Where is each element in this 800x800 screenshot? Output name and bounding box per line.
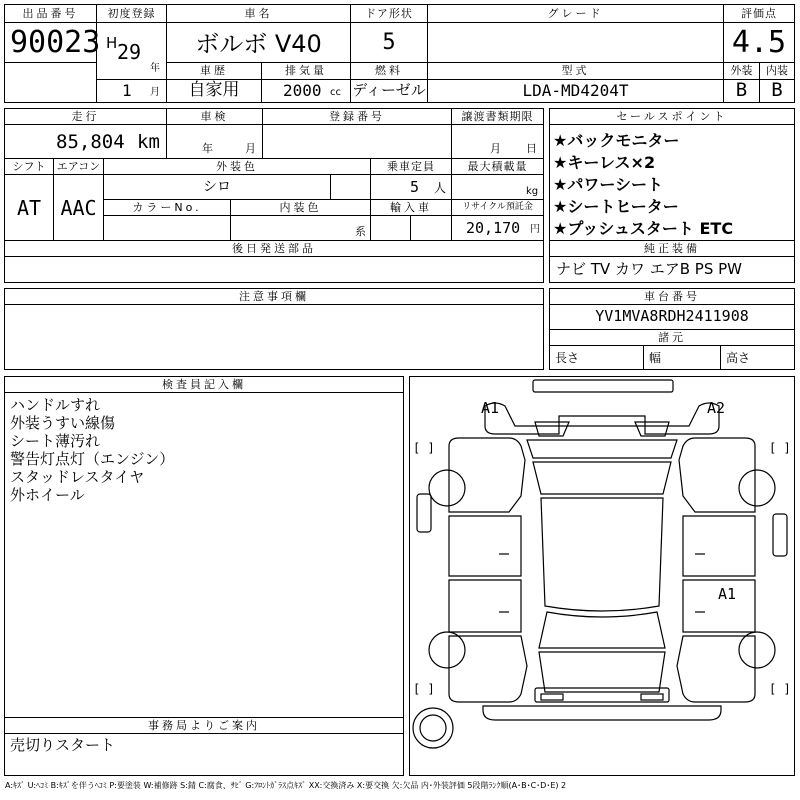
recycle: 20,170 xyxy=(466,219,521,237)
ac-label: エアコン xyxy=(56,160,101,173)
dims-length-label: 長さ xyxy=(555,351,580,365)
int-color-label: 内装色 xyxy=(279,201,322,214)
lot-label: 出品番号 xyxy=(22,7,79,20)
ac: AAC xyxy=(60,196,97,220)
recycle-label: リサイクル預託金 xyxy=(462,202,533,212)
recycle-unit: 円 xyxy=(530,224,540,235)
bracket-rear-left: [ ] xyxy=(413,682,435,696)
notes-cell xyxy=(4,304,544,370)
dims-height-label: 高さ xyxy=(726,351,751,365)
score-label: 評価点 xyxy=(741,7,777,20)
chassis-number: YV1MVA8RDH2411908 xyxy=(595,307,749,325)
sales-title: セールスポイント xyxy=(616,110,728,123)
color-no-label: カラーNo. xyxy=(132,201,202,214)
interior-grade: B xyxy=(771,79,783,101)
car-diagram-svg xyxy=(409,376,795,776)
exterior-grade: B xyxy=(735,79,748,101)
reg-year-unit: 年 xyxy=(150,63,160,74)
capacity-label: 乗車定員 xyxy=(387,160,435,173)
notes-title: 注意事項欄 xyxy=(239,290,309,303)
import-cell-right xyxy=(410,215,452,241)
model: LDA-MD4204T xyxy=(522,81,629,100)
inspector-line: ハンドルすれ xyxy=(10,396,101,414)
ext-color-label: 外装色 xyxy=(216,160,258,173)
sales-item: ★バックモニター xyxy=(553,131,680,150)
grade-cell xyxy=(427,22,724,63)
mileage-label: 走行 xyxy=(71,110,100,123)
capacity-unit: 人 xyxy=(434,181,447,195)
int-color-cell xyxy=(230,215,371,241)
inspector-line: シート薄汚れ xyxy=(10,432,101,450)
damage-mark-a1-side: A1 xyxy=(718,585,737,603)
shift-label: シフト xyxy=(12,160,46,173)
color-no-cell xyxy=(103,215,231,241)
sales-item: ★パワーシート xyxy=(553,175,664,194)
shipping-title: 後日発送部品 xyxy=(232,242,316,255)
damage-mark-a2-front: A2 xyxy=(707,399,726,417)
reg-no-cell xyxy=(262,124,452,159)
model-label: 型式 xyxy=(561,64,590,77)
displacement: 2000 xyxy=(283,81,322,100)
shift: AT xyxy=(16,196,42,220)
sales-item: ★シートヒーター xyxy=(553,197,679,216)
car-name: ボルボ V40 xyxy=(195,30,322,58)
inspection-month-unit: 月 xyxy=(245,142,256,155)
legend: A:ｷｽﾞ U:ﾍｺﾐ B:ｷｽﾞを伴うﾍｺﾐ P:要塗装 W:補修跡 S:錆 C:腐食、ｻﾋﾞ G:ﾌﾛﾝﾄｶﾞﾗｽ点ｷｽﾞ XX:交換済み X:要交換 欠:欠品 内･外装評価 5段階ﾗﾝｸ順(A･B･C･D･E) 2 xyxy=(5,781,567,790)
car-name-label: 車名 xyxy=(244,7,273,20)
transfer-month-unit: 月 xyxy=(490,142,501,155)
transfer-label: 譲渡書類期限 xyxy=(461,110,534,123)
office-title: 事務局よりご案内 xyxy=(148,719,260,732)
lot-number: 90023 xyxy=(10,25,101,60)
genuine-title: 純正装備 xyxy=(644,242,700,255)
reg-year: 29 xyxy=(117,40,142,64)
grade-label: グレード xyxy=(547,7,604,20)
chassis-title: 車台番号 xyxy=(644,290,700,303)
exterior-label: 外装 xyxy=(730,64,753,77)
load-label: 最大積載量 xyxy=(467,160,528,173)
inspector-title: 検査員記入欄 xyxy=(162,378,246,391)
reg-no-label: 登録番号 xyxy=(329,110,385,123)
dims-width-label: 幅 xyxy=(649,351,662,365)
int-color-unit: 系 xyxy=(355,225,366,238)
era: H xyxy=(106,34,118,52)
inspector-notes xyxy=(10,396,174,504)
shipping-cell xyxy=(4,256,544,283)
capacity: 5 xyxy=(410,178,420,196)
displacement-unit: cc xyxy=(330,87,341,98)
lot-blank-cell xyxy=(4,62,97,103)
inspector-line: 警告灯点灯（エンジン） xyxy=(10,450,175,468)
dims-title: 諸元 xyxy=(658,331,686,344)
mileage-unit: km xyxy=(137,131,160,153)
transfer-day-unit: 日 xyxy=(526,142,537,155)
sales-list xyxy=(553,130,733,240)
inspection-year-unit: 年 xyxy=(202,142,213,155)
fuel: ディーゼル xyxy=(352,81,426,99)
score: 4.5 xyxy=(731,25,787,60)
import-cell-left xyxy=(370,215,411,241)
fuel-label: 燃料 xyxy=(375,64,403,77)
inspector-line: 外ホイール xyxy=(10,486,85,504)
history: 自家用 xyxy=(188,80,240,100)
interior-label: 内装 xyxy=(766,64,788,77)
mileage: 85,804 xyxy=(56,131,125,153)
doors: 5 xyxy=(382,30,396,55)
bracket-front-left: [ ] xyxy=(413,441,435,455)
inspector-line: スタッドレスタイヤ xyxy=(10,468,145,486)
inspector-line: 外装うすい線傷 xyxy=(10,414,116,432)
door-label: ドア形状 xyxy=(365,7,413,20)
load-unit: kg xyxy=(526,186,539,197)
damage-mark-a1-front: A1 xyxy=(481,399,500,417)
first-reg-label: 初度登録 xyxy=(107,7,156,20)
import-label: 輸入車 xyxy=(390,201,432,214)
sales-item: ★キーレス×2 xyxy=(553,153,656,172)
ext-color: シロ xyxy=(203,179,231,195)
sales-item: ★プッシュスタート ETC xyxy=(553,219,734,238)
inspection-label: 車検 xyxy=(200,110,229,123)
reg-month: 1 xyxy=(122,81,132,100)
bracket-rear-right: [ ] xyxy=(769,682,791,696)
office-text: 売切りスタート xyxy=(10,736,116,754)
bracket-front-right: [ ] xyxy=(769,441,791,455)
displacement-label: 排気量 xyxy=(285,64,327,77)
reg-month-unit: 月 xyxy=(150,87,160,98)
history-label: 車歴 xyxy=(200,64,228,77)
genuine-equipment: ナビ TV カワ エアB PS PW xyxy=(556,260,742,278)
